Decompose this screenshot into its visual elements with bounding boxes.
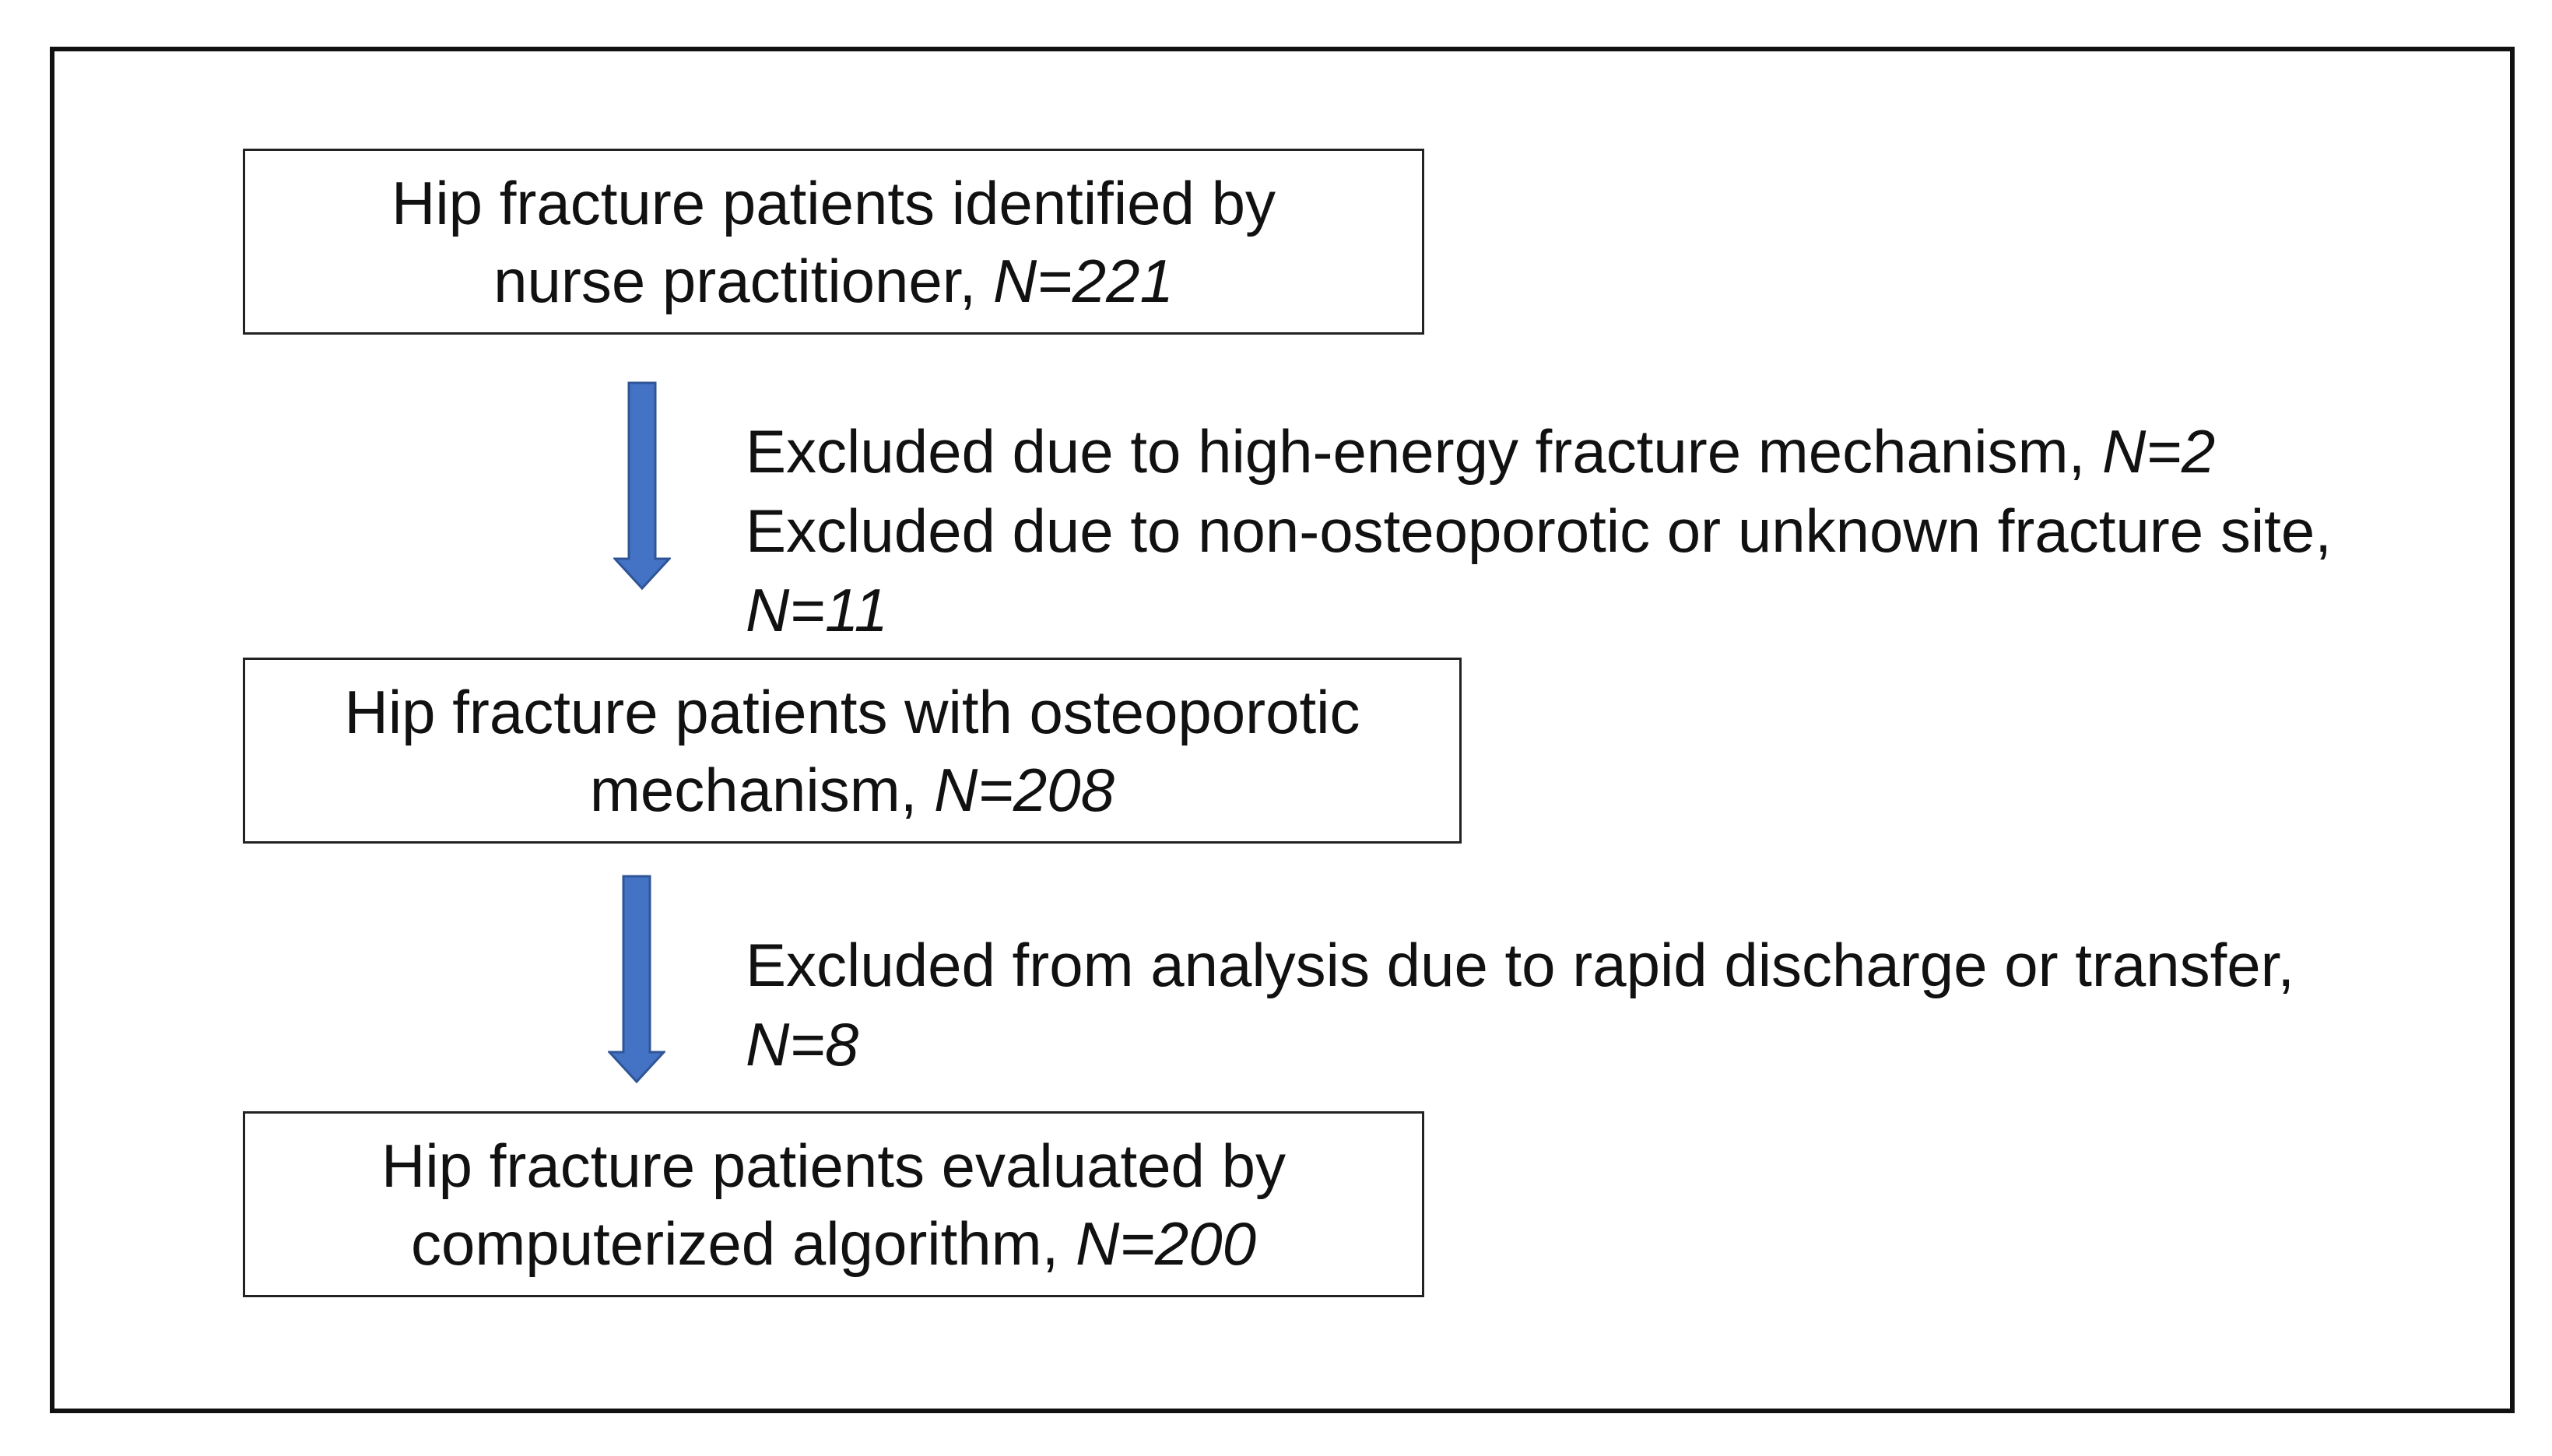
box-identified-line1: Hip fracture patients identified by	[391, 168, 1276, 237]
box-evaluated-count: N=200	[1076, 1209, 1257, 1278]
flow-box-osteoporotic	[243, 658, 1462, 844]
exclusion-2-line1: Excluded from analysis due to rapid discharge or transfer,	[746, 931, 2295, 999]
box-evaluated-line1: Hip fracture patients evaluated by	[381, 1131, 1286, 1200]
flow-arrow-down-icon	[608, 875, 665, 1085]
exclusion-1-line1	[746, 412, 2332, 491]
exclusion-1-line1-count: N=2	[2101, 417, 2216, 486]
box-evaluated-line2	[411, 1205, 1256, 1282]
box-osteoporotic-line2	[590, 751, 1115, 829]
exclusion-note-1	[746, 412, 2332, 650]
box-identified-count: N=221	[992, 246, 1174, 315]
exclusion-note-2	[746, 925, 2294, 1084]
flow-arrow-down-icon	[613, 381, 671, 591]
exclusion-1-line1-label: Excluded due to high-energy fracture mechanism,	[746, 417, 2102, 486]
box-identified-label: nurse practitioner,	[493, 246, 993, 315]
exclusion-1-line3-count: N=11	[746, 576, 888, 644]
arrow-1-shape	[615, 383, 669, 588]
flow-box-evaluated	[243, 1111, 1424, 1297]
box-evaluated-label: computerized algorithm,	[410, 1209, 1076, 1278]
box-osteoporotic-line1: Hip fracture patients with osteoporotic	[344, 677, 1360, 746]
box-identified-line2	[493, 242, 1174, 320]
box-osteoporotic-count: N=208	[934, 755, 1115, 824]
exclusion-1-line2: Excluded due to non-osteoporotic or unknown fracture site,	[746, 496, 2332, 565]
flow-box-identified	[243, 149, 1424, 335]
exclusion-2-line2-count: N=8	[746, 1010, 859, 1079]
box-osteoporotic-label: mechanism,	[589, 755, 935, 824]
arrow-2-shape	[609, 876, 664, 1082]
